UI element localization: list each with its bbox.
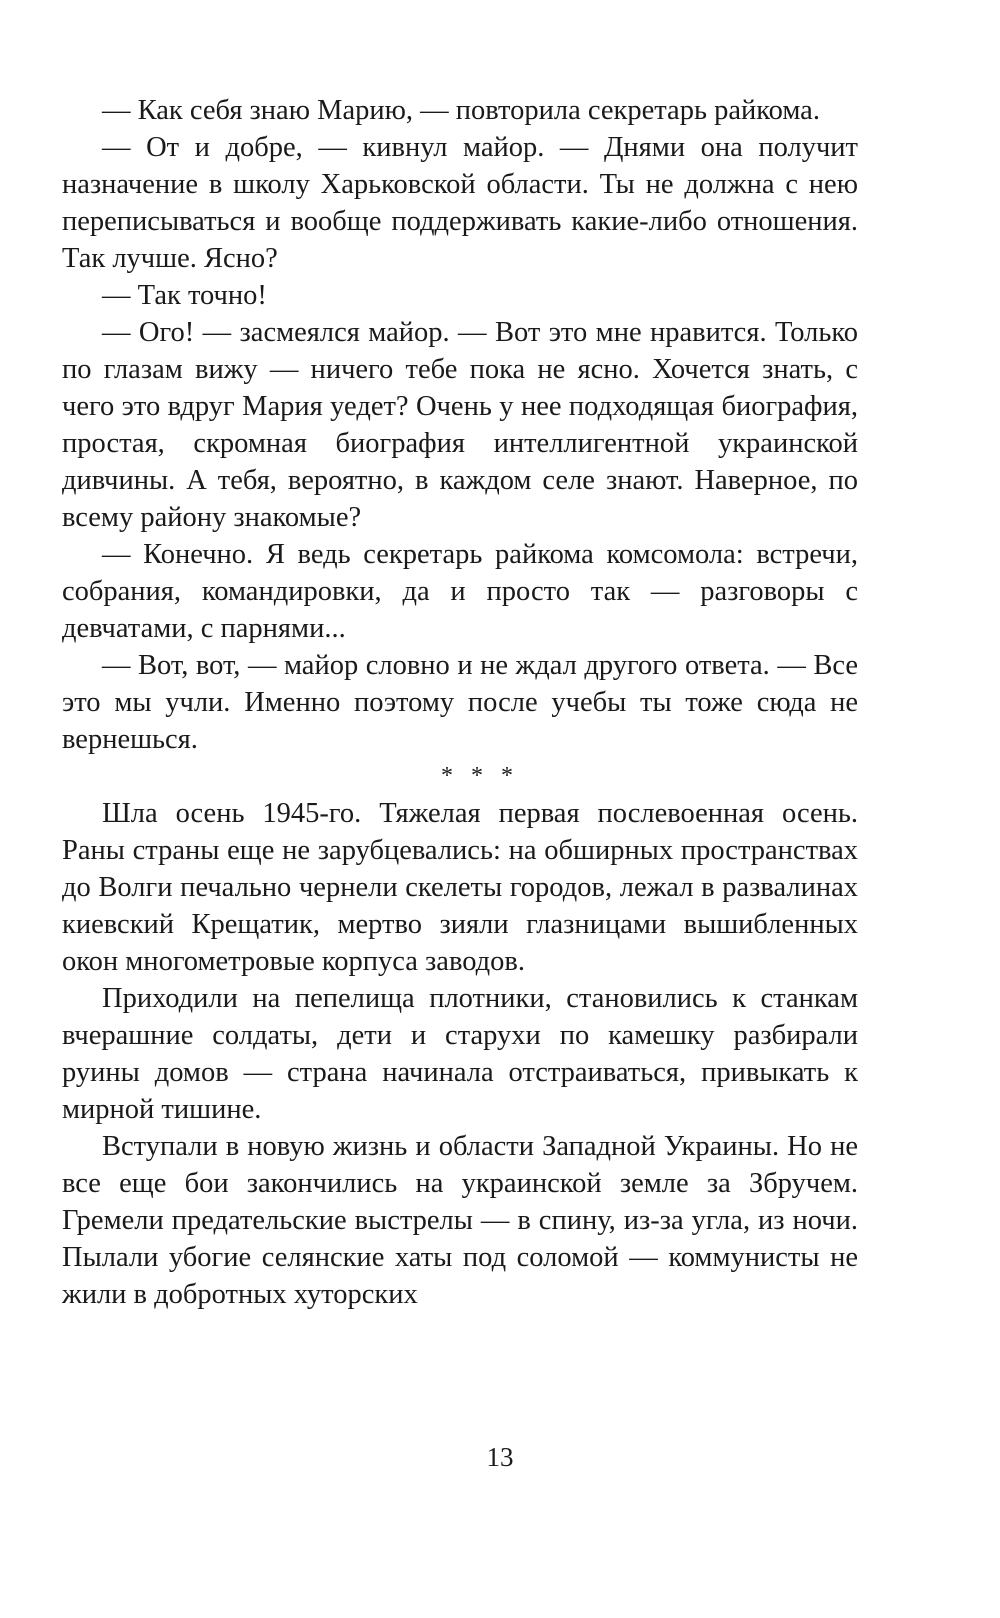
paragraph: Вступали в новую жизнь и области Западной Украины. Но не все еще бои закончились на украинской земле за Збручем. Гремели предательские выстрелы — в спину, из-за угла, из ночи. Пылали убогие селянские хаты под соломой — коммунисты не жили в добротных хуторских <box>62 1131 858 1310</box>
section-separator: * * * <box>441 763 519 789</box>
paragraph: — Конечно. Я ведь секретарь райкома комсомола: встречи, собрания, командировки, да и просто так — разговоры с девчатами, с парнями... <box>62 539 858 644</box>
page-body <box>62 92 858 1313</box>
paragraph: — Ого! — засмеялся майор. — Вот это мне нравится. Только по глазам вижу — ничего тебе пока не ясно. Хочется знать, с чего это вдруг Мария уедет? Очень у нее подходящая биография, простая, скромная биография интеллигентной украинской дивчины. А тебя, вероятно, в каждом селе знают. Наверное, по всему району знакомые? <box>62 317 858 533</box>
paragraph: Приходили на пепелища плотники, становились к станкам вчерашние солдаты, дети и старухи по камешку разбирали руины домов — страна начинала отстраиваться, привыкать к мирной тишине. <box>62 983 858 1125</box>
paragraph: — Вот, вот, — майор словно и не ждал другого ответа. — Все это мы учли. Именно поэтому после учебы ты тоже сюда не вернешься. <box>62 650 858 755</box>
paragraph: Шла осень 1945-го. Тяжелая первая послевоенная осень. Раны страны еще не зарубцевались: на обширных пространствах до Волги печально чернели скелеты городов, лежал в развалинах киевский Крещатик, мертво зияли глазницами вышибленных окон многометровые корпуса заводов. <box>62 798 858 977</box>
page-number: 13 <box>486 1442 514 1472</box>
paragraph: — Как себя знаю Марию, — повторила секретарь райкома. <box>102 95 820 126</box>
paragraph: — От и добре, — кивнул майор. — Днями она получит назначение в школу Харьковской области. Ты не должна с нею переписываться и вообще поддерживать какие-либо отношения. Так лучше. Ясно? <box>62 132 858 274</box>
paragraph: — Так точно! <box>102 280 267 311</box>
